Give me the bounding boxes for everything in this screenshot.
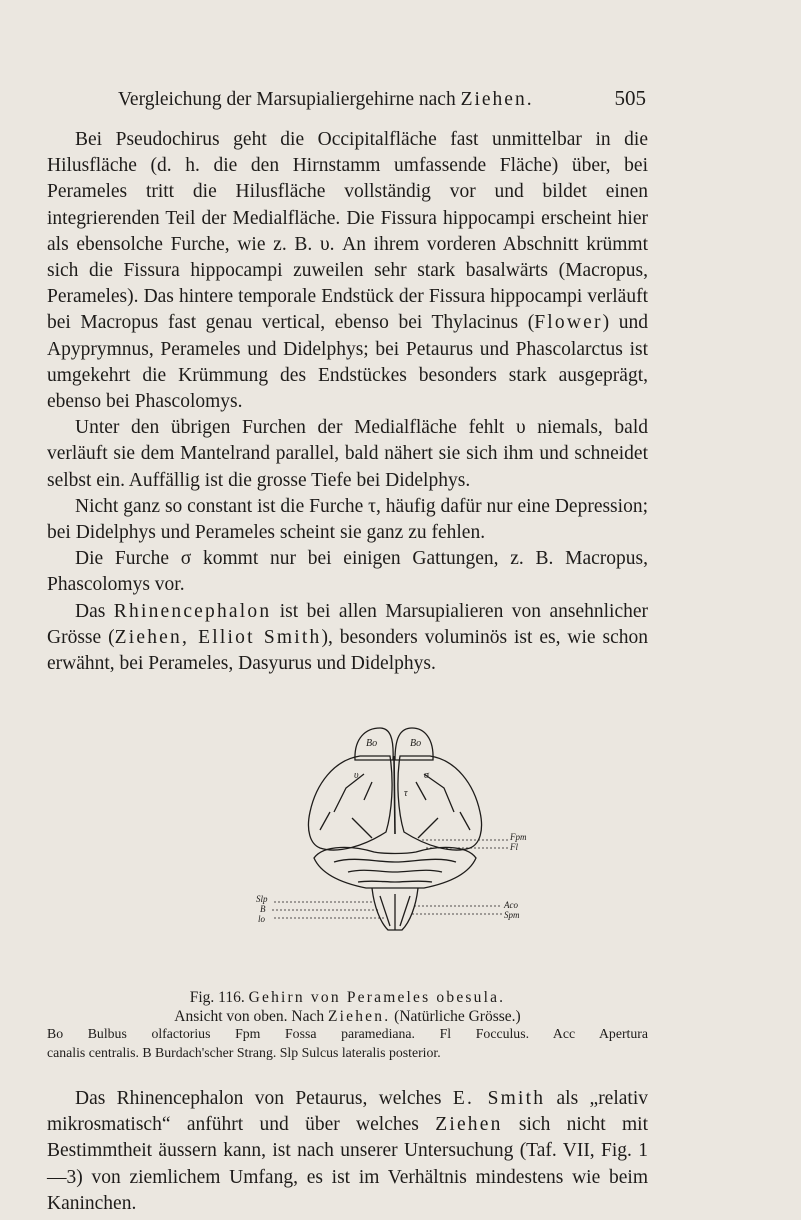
- label-upsilon: υ: [354, 770, 359, 781]
- figure-number: Fig. 116.: [189, 989, 245, 1006]
- label-lo: lo: [258, 914, 266, 924]
- label-fpm: Fpm: [510, 832, 527, 842]
- authors-cited: Ziehen, Elliot Smith: [114, 626, 322, 648]
- paragraph-pseudochirus: Bei Pseudochirus geht die Occipitalfläche fast unmittelbar in die Hilusfläche (d. h. die den Hirnstamm umfassende Fläche) über, bei Perameles tritt die Hilusfläche vollständig vor und bildet einen integrierenden Teil der Medialfläche. Die Fissura hippocampi erscheint hier als ebensolche Furche, wie z. B. υ. An ihrem vorderen Abschnitt krümmt sich die Fissura hippocampi zuweilen sehr stark basalwärts (Macropus, Perameles). Das hintere temporale Endstück der Fissura hippocampi verläuft bei Macropus fast genau vertical, ebenso bei Thylacinus (Flower) und Apyprymnus, Perameles und Didelphys; bei Petaurus und Phascolarctus ist umgekehrt die Krümmung des Endstückes besonders stark ausgeprägt, ebenso bei Phascolomys.: [47, 129, 648, 413]
- figure-legend: [47, 1025, 648, 1062]
- paragraph-rhinencephalon: Das Rhinencephalon ist bei allen Marsupialieren von ansehnlicher Grösse (Ziehen, Elliot Smith), besonders voluminös ist es, wie schon erwähnt, bei Perameles, Dasyurus und Didelphys.: [47, 600, 649, 675]
- label-sigma: σ: [424, 770, 429, 781]
- paragraph-furche-tau: Nicht ganz so constant ist die Furche τ, häufig dafür nur eine Depression; bei Didelphys und Perameles scheint sie ganz zu fehlen.: [47, 495, 648, 544]
- legend-row-2: canalis centralis. B Burdach'scher Strang. Slp Sulcus lateralis posterior.: [47, 1044, 441, 1060]
- paragraph-petaurus: Das Rhinencephalon von Petaurus, welches E. Smith als „relativ mikrosmatisch“ anführt und über welches Ziehen sich nicht mit Bestimmtheit äussern kann, ist nach unserer Untersuchung (Taf. VII, Fig. 1—3) von ziemlichem Umfang, es ist im Verhältnis mindestens wie beim Kaninchen.: [47, 1088, 648, 1214]
- name-flower: Flower: [534, 312, 603, 334]
- paragraph-medialflaeche: Unter den übrigen Furchen der Medialfläche fehlt υ niemals, bald verläuft sie dem Mantelrand parallel, bald nähert sie sich ihm und schneidet selbst ein. Auffällig ist die grosse Tiefe bei Didelphys.: [47, 417, 648, 491]
- hemisphere-left: [308, 756, 392, 850]
- label-tau: τ: [404, 788, 408, 799]
- hemisphere-right: [398, 756, 482, 850]
- paragraph-furche-sigma: Die Furche σ kommt nur bei einigen Gattungen, z. B. Macropus, Phascolomys vor.: [47, 548, 648, 596]
- label-bo-right: Bo: [410, 738, 422, 749]
- figure-author: Ziehen.: [327, 1008, 391, 1025]
- running-head: [118, 86, 646, 111]
- text-block-lower: [47, 1086, 648, 1217]
- page-number: 505: [614, 86, 646, 110]
- label-fl: Fl: [510, 842, 518, 852]
- figure-caption: Fig. 116. Gehirn von Perameles obesula. Ansicht von oben. Nach Ziehen. (Natürliche Grösse.): [174, 989, 521, 1025]
- label-slp: Slp: [256, 894, 268, 904]
- author-ziehen: Ziehen: [435, 1114, 503, 1136]
- label-b: B: [260, 904, 266, 914]
- running-head-author: Ziehen.: [460, 89, 534, 110]
- legend-row-1: Bo Bulbus olfactorius Fpm Fossa paramediana. Fl Focculus. Acc Apertura: [47, 1026, 648, 1041]
- running-head-title: Vergleichung der Marsupialiergehirne nach Ziehen.: [118, 89, 534, 110]
- label-bo-left: Bo: [366, 738, 378, 749]
- brain-figure: [254, 726, 536, 984]
- author-e-smith: E. Smith: [452, 1088, 546, 1109]
- figure-title: Gehirn von Perameles obesula.: [248, 989, 506, 1006]
- term-rhinencephalon: Rhinencephalon: [113, 600, 272, 622]
- label-aco: Aco: [504, 900, 518, 910]
- text-block-upper: [47, 127, 648, 677]
- label-spm: Spm: [504, 910, 520, 920]
